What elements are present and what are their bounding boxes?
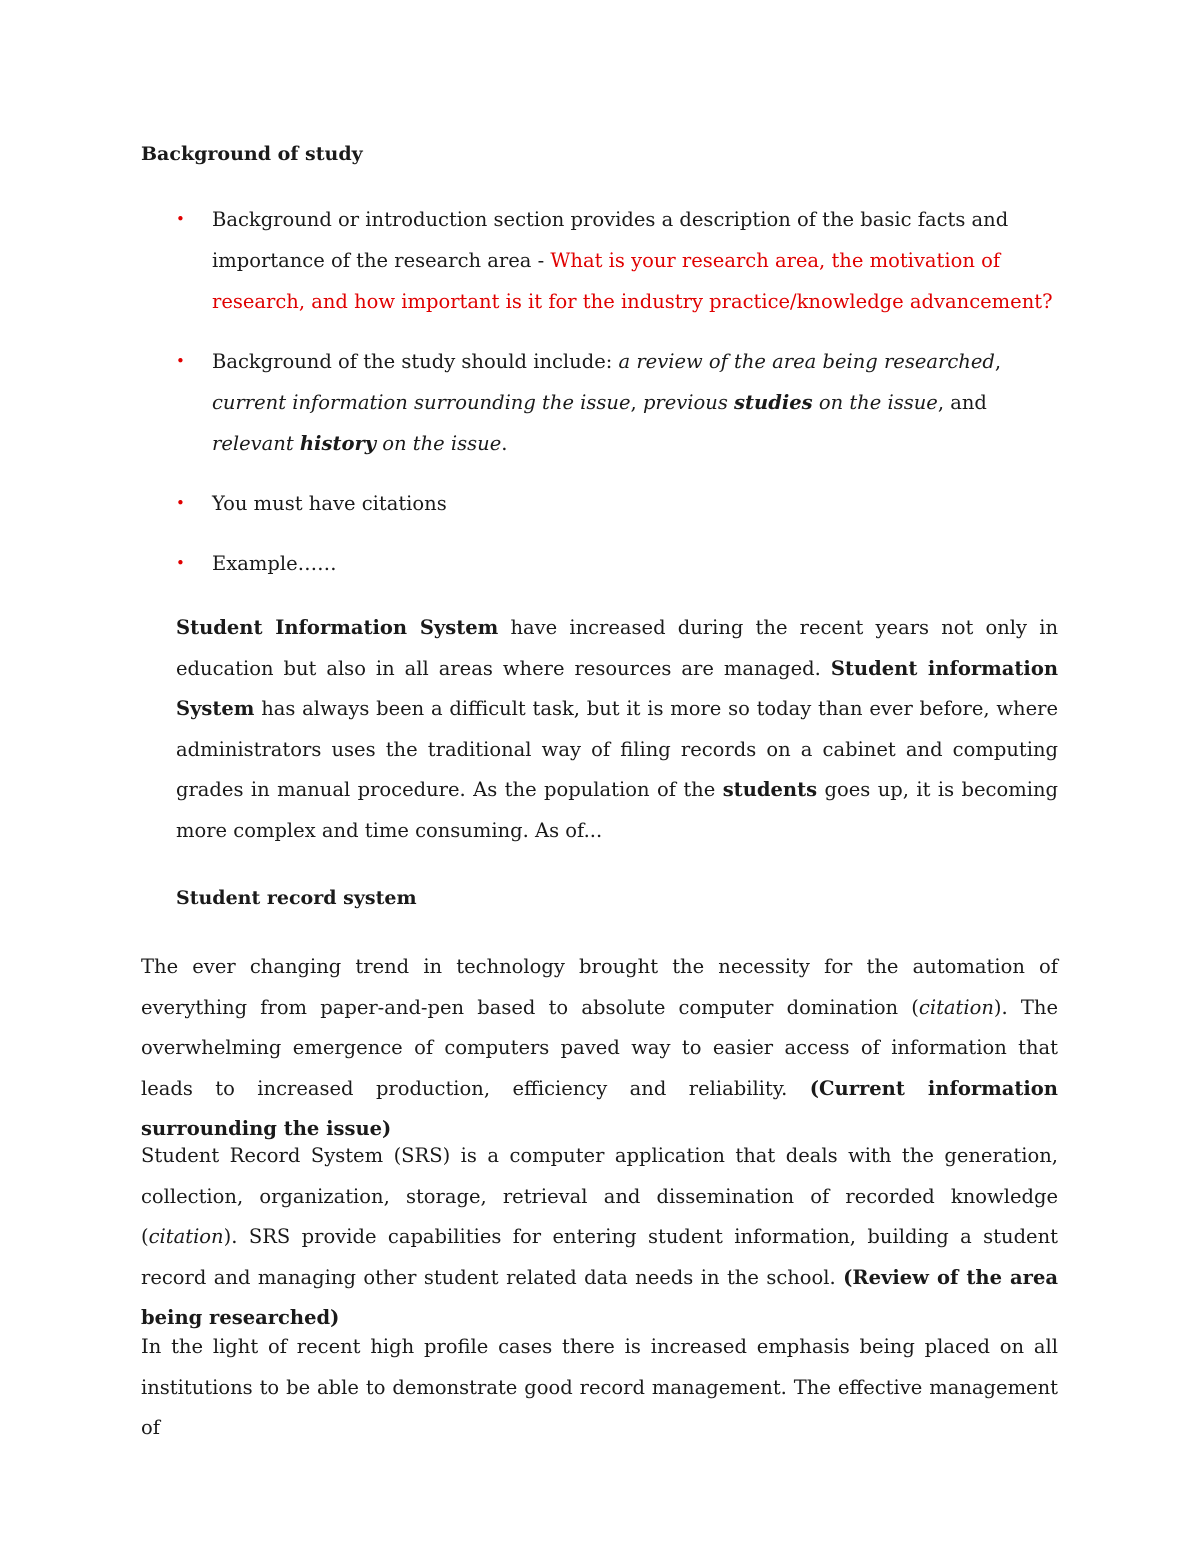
bullet-item — [176, 199, 1066, 322]
paragraph-text: have increased during the recent years not only in education but also in all areas where resources are managed. — [176, 616, 1058, 680]
bullet-italic: previous — [642, 391, 735, 414]
bullet-text: Background or introduction section provides a description of the basic facts and importance of the research area - — [212, 208, 1009, 272]
bullet-italic: a review of the area being researched — [618, 350, 995, 373]
annotation-note: (Current information surrounding the issue) — [141, 1076, 1058, 1140]
bullet-bold-italic: studies — [734, 391, 813, 414]
bold-term: Student information System — [176, 656, 1059, 720]
bullet-text: . — [501, 432, 508, 455]
citation-placeholder: citation — [148, 1225, 224, 1248]
bullet-italic: on the issue — [812, 391, 938, 414]
bold-term: students — [722, 778, 818, 801]
paragraph-review — [141, 1136, 1058, 1339]
paragraph-text: The ever changing trend in technology brought the necessity for the automation of everything from paper-and-pen based to absolute computer domination ( — [141, 955, 1058, 1019]
bullet-item — [176, 341, 1066, 464]
bullet-italic: on the issue — [376, 432, 502, 455]
bullet-text: , — [630, 391, 643, 414]
bold-term: Student Information System — [176, 616, 499, 639]
bullet-icon: • — [176, 352, 185, 370]
bullet-italic: relevant — [212, 432, 300, 455]
citation-placeholder: citation — [918, 995, 994, 1019]
bullet-text: You must have citations — [212, 492, 447, 515]
subsection-heading: Student record system — [176, 887, 417, 909]
bullet-text: Background of the study should include: — [212, 350, 619, 373]
paragraph-text: In the light of recent high profile cases there is increased emphasis being placed on all institutions to be able to demonstrate good record management. The effective management of — [141, 1335, 1058, 1439]
bullet-item — [176, 483, 1066, 524]
paragraph-text: ). SRS provide capabilities for entering student information, building a student record and managing other student related data needs in the school. — [141, 1225, 1058, 1289]
bullet-text: , — [994, 350, 1002, 373]
guidance-bullet-list — [176, 199, 1066, 603]
bullet-icon: • — [176, 554, 185, 572]
paragraph-text: ). The overwhelming emergence of computers paved way to easier access of information that leads to increased production, efficiency and reliability. — [141, 995, 1058, 1100]
paragraph-text: has always been a difficult task, but it is more so today than ever before, where administrators uses the traditional way of filing records on a cabinet and computing grades in manual procedure. As the population of the — [176, 697, 1058, 801]
bullet-italic: current information surrounding the issue — [212, 391, 631, 414]
section-heading: Background of study — [141, 143, 363, 165]
bullet-text: , and — [937, 391, 987, 414]
paragraph-text: goes up, it is becoming more complex and time consuming. As of... — [176, 778, 1058, 842]
paragraph-text: Student Record System (SRS) is a computer application that deals with the generation, collection, organization, storage, retrieval and dissemination of recorded knowledge ( — [141, 1144, 1058, 1248]
example-paragraph — [176, 608, 1058, 851]
bullet-text: Example…… — [212, 552, 337, 575]
paragraph-current-info — [141, 947, 1058, 1150]
bullet-icon: • — [176, 494, 185, 512]
bullet-bold-italic: history — [299, 432, 377, 455]
bullet-icon: • — [176, 210, 185, 228]
bullet-red-question: What is your research area, the motivation of research, and how important is it for the industry practice/knowledge advancement? — [212, 249, 1053, 313]
bullet-item — [176, 543, 1066, 584]
annotation-note: (Review of the area being researched) — [141, 1265, 1058, 1329]
paragraph-record-management — [141, 1327, 1058, 1449]
